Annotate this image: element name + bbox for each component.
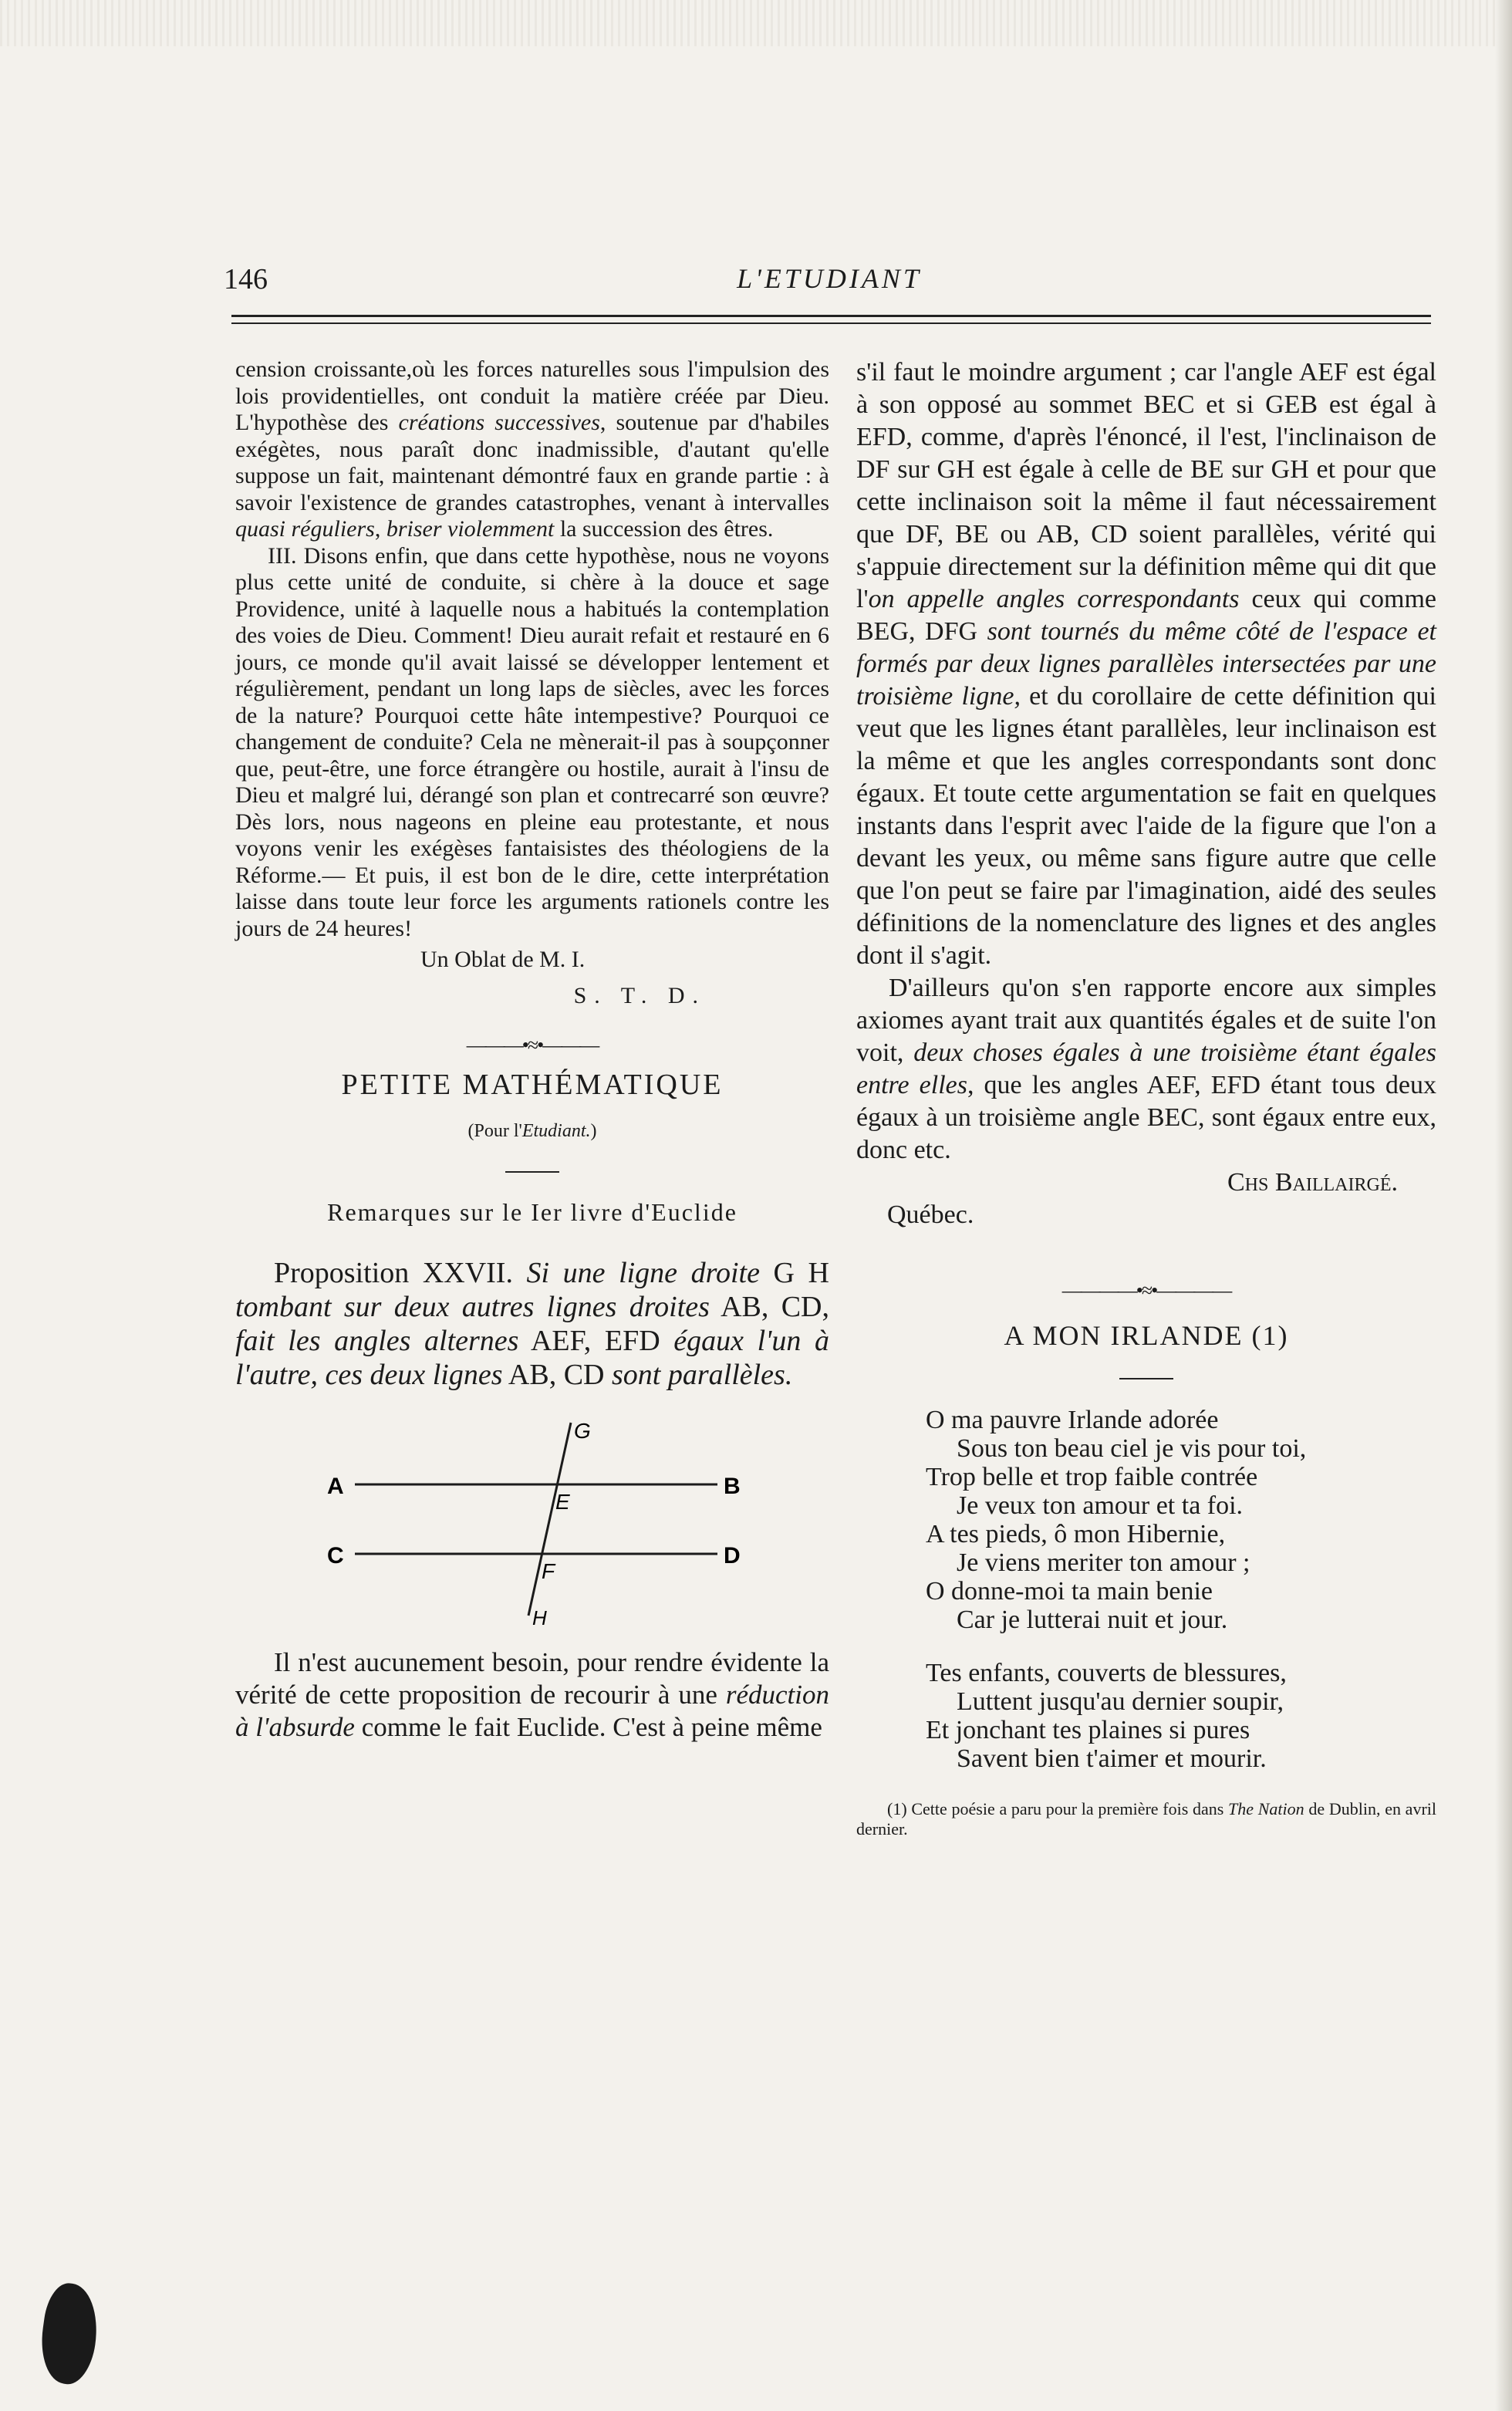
paragraph bbox=[856, 972, 1436, 1167]
line-gh bbox=[528, 1423, 571, 1616]
text: Il n'est aucunement besoin, pour rendre évidente la vérité de cette proposition de recourir à une bbox=[235, 1647, 829, 1710]
header-rule-top bbox=[231, 315, 1431, 317]
poem-line: Et jonchant tes plaines si pures bbox=[926, 1716, 1250, 1744]
page-top-noise bbox=[0, 0, 1512, 46]
label-h: H bbox=[532, 1606, 547, 1629]
signature: Chs Baillairgé. bbox=[1227, 1168, 1398, 1197]
emphasis: deux choses égales à une troisième étant égales entre elles bbox=[856, 1038, 1436, 1099]
emphasis: égaux l'un à l'autre, ces deux lignes bbox=[235, 1325, 829, 1391]
emphasis: on appelle angles correspondants bbox=[868, 585, 1240, 613]
paragraph bbox=[235, 356, 829, 543]
text: la succession des êtres. bbox=[554, 516, 774, 542]
text: (Pour l' bbox=[467, 1121, 522, 1141]
poem-title: A MON IRLANDE (1) bbox=[1004, 1320, 1289, 1351]
text: AB, CD, bbox=[709, 1291, 829, 1323]
emphasis: The Nation bbox=[1228, 1799, 1304, 1818]
text: ceux qui comme BEG, DFG bbox=[856, 585, 1437, 646]
emphasis: sont parallèles. bbox=[612, 1359, 793, 1391]
label-f: F bbox=[542, 1559, 555, 1583]
emphasis: fait les angles alternes bbox=[235, 1325, 519, 1357]
short-rule bbox=[1119, 1378, 1173, 1379]
text: ) bbox=[590, 1121, 597, 1141]
paragraph: III. Disons enfin, que dans cette hypothèse, nous ne voyons plus cette unité de conduite, si chère à la douce et sage Providence, unité à laquelle nous a habitués la contemplation des voies de Dieu. Comment! Dieu aurait refait et restauré en 6 jours, ce monde qu'il avait laissé se développer lentement et régulièrement, pendant un long laps de siècles, avec les forces de la nature? Pourquoi cette hâte intempestive? Pourquoi ce changement de conduite? Cela ne mènerait-il pas à soupçonner que, peut-être, une force étrangère ou hostile, aurait à l'insu de Dieu et malgré lui, dérangé son plan et contrecarré son œuvre? Dès lors, nous nageons en pleine eau protestante, et nous voyons venir les exégèses fantaisistes des théologiens de la Réforme.— Et puis, il est bon de le dire, cette interprétation laisse dans toute leur force les arguments rationels contre les jours de 24 heures! bbox=[235, 542, 829, 941]
ink-blot bbox=[35, 2281, 103, 2387]
text: , bbox=[374, 516, 386, 542]
text: AEF, EFD bbox=[518, 1325, 674, 1357]
text: , que les angles AEF, EFD étant tous deux égaux à un troisième angle BEC, sont égaux entre eux, donc etc. bbox=[856, 1071, 1436, 1164]
poem-line: Je viens meriter ton amour ; bbox=[957, 1548, 1250, 1577]
running-title: L'ETUDIANT bbox=[737, 263, 922, 294]
page-edge-shadow bbox=[1495, 0, 1512, 2411]
ornament-divider: ————•≈•———— bbox=[1061, 1279, 1231, 1302]
emphasis: créations successives bbox=[398, 410, 600, 435]
text: Proposition XXVII. bbox=[274, 1257, 527, 1289]
proposition bbox=[235, 1256, 829, 1392]
emphasis: Etudiant. bbox=[521, 1121, 591, 1141]
emphasis: quasi réguliers bbox=[235, 516, 375, 542]
ornament-divider: ———•≈•——— bbox=[466, 1034, 599, 1056]
text: AB, CD bbox=[502, 1359, 612, 1391]
text: de Dublin, en avril dernier. bbox=[856, 1799, 1436, 1839]
poem-line: Trop belle et trop faible contrée bbox=[926, 1463, 1258, 1491]
section-heading: Remarques sur le Ier livre d'Euclide bbox=[327, 1197, 737, 1226]
label-d: D bbox=[724, 1543, 741, 1569]
label-g: G bbox=[574, 1419, 591, 1443]
geometry-figure bbox=[316, 1415, 748, 1631]
paragraph bbox=[235, 1646, 829, 1744]
text: , soutenue par d'habiles exégètes, nous paraît donc inadmissible, d'autant qu'elle suppose un fait, maintenant démontré faux en grande partie : à savoir l'existence de grandes catastrophes, venant à intervalles bbox=[235, 410, 829, 515]
emphasis: Si une ligne droite bbox=[526, 1257, 760, 1289]
poem-line: Sous ton beau ciel je vis pour toi, bbox=[957, 1434, 1307, 1463]
poem-line: Car je lutterai nuit et jour. bbox=[957, 1606, 1228, 1634]
text: s'il faut le moindre argument ; car l'angle AEF est égal à son opposé au sommet BEC et si GEB est égal à EFD, comme, d'après l'énoncé, il l'est, l'inclinaison de DF sur GH est égale à celle de BE sur GH et pour que cette inclinaison soit la même il faut nécessairement que DF, BE ou AB, CD soient parallèles, vérité qui s'appuie directement sur la définition même qui dit que l' bbox=[856, 358, 1436, 613]
emphasis: tombant sur deux autres lignes droites bbox=[235, 1291, 710, 1323]
article-subtitle bbox=[235, 1118, 829, 1145]
signature: Un Oblat de M. I. bbox=[420, 947, 586, 972]
emphasis: réduction à l'absurde bbox=[235, 1680, 829, 1742]
page-header bbox=[224, 262, 1435, 301]
poem-line: O donne-moi ta main benie bbox=[926, 1577, 1213, 1606]
right-column bbox=[856, 356, 1436, 1839]
label-b: B bbox=[724, 1474, 741, 1499]
emphasis: briser violemment bbox=[386, 516, 555, 542]
header-rule-bottom bbox=[231, 322, 1431, 324]
text: et du corollaire de cette définition qui veut que les lignes étant parallèles, leur inclinaison est la même et que les angles correspondants sont donc égaux. Et toute cette argumentation se fait en quelques instants dans l'esprit avec l'aide de la figure que l'on a devant les yeux, ou même sans figure autre que celle que l'on peut se faire par l'imagination, aidé des seules définitions de la nomenclature des lignes et des angles dont il s'agit. bbox=[856, 682, 1436, 970]
article-title: PETITE MATHÉMATIQUE bbox=[341, 1068, 724, 1101]
emphasis: sont tournés du même côté de l'espace et formés par deux lignes parallèles intersectées par une troisième ligne, bbox=[856, 617, 1436, 711]
left-column bbox=[235, 356, 829, 1744]
short-rule bbox=[505, 1171, 559, 1173]
text: cension croissante,où les forces naturelles sous l'impulsion des lois providentielles, ont conduit la matière créée par Dieu. L'hypothèse des bbox=[235, 356, 829, 435]
text: (1) Cette poésie a paru pour la première fois dans bbox=[887, 1799, 1229, 1818]
footnote bbox=[856, 1799, 1436, 1839]
place-name: Québec. bbox=[887, 1200, 974, 1229]
label-c: C bbox=[327, 1543, 344, 1569]
poem-line: O ma pauvre Irlande adorée bbox=[926, 1406, 1219, 1434]
page-number: 146 bbox=[224, 263, 268, 295]
poem-line: Luttent jusqu'au dernier soupir, bbox=[957, 1687, 1284, 1716]
text: D'ailleurs qu'on s'en rapporte encore aux simples axiomes ayant trait aux quantités égales et de suite l'on voit, bbox=[856, 974, 1436, 1067]
poem-line: Je veux ton amour et ta foi. bbox=[957, 1491, 1244, 1520]
poem-line: A tes pieds, ô mon Hibernie, bbox=[926, 1520, 1226, 1548]
poem-stanza-1 bbox=[926, 1406, 1436, 1634]
label-e: E bbox=[555, 1490, 570, 1514]
poem-line: Savent bien t'aimer et mourir. bbox=[957, 1744, 1267, 1773]
text: G H bbox=[759, 1257, 829, 1289]
poem-stanza-2 bbox=[926, 1659, 1436, 1773]
label-a: A bbox=[327, 1474, 344, 1499]
poem-line: Tes enfants, couverts de blessures, bbox=[926, 1659, 1287, 1687]
signature-initials: S. T. D. bbox=[573, 982, 706, 1008]
text: comme le fait Euclide. C'est à peine même bbox=[354, 1712, 822, 1742]
paragraph bbox=[856, 356, 1436, 972]
